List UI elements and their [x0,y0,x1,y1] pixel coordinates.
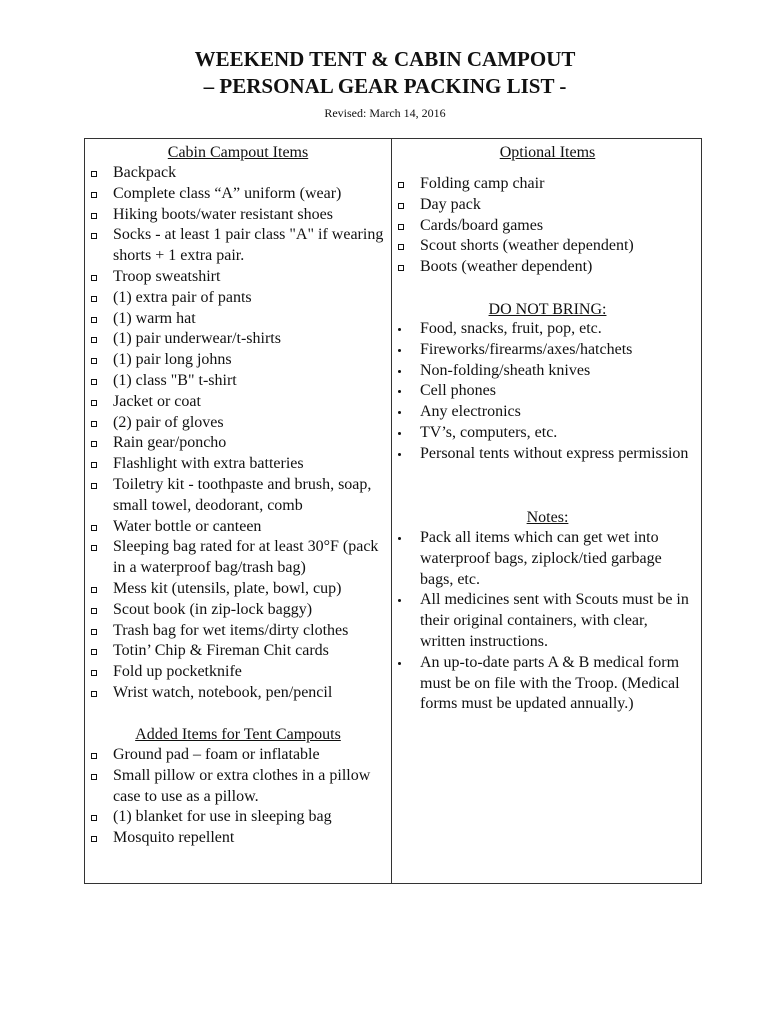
list-item-text: (1) pair long johns [113,351,232,369]
optional-item [392,195,703,216]
checkbox-icon [91,317,97,323]
optional-items-list [392,174,703,278]
cabin-item [85,641,391,662]
cabin-item [85,683,391,704]
checkbox-icon [91,171,97,177]
list-item-text: All medicines sent with Scouts must be in their original containers, with clear, written instructions. [420,591,689,650]
cabin-item [85,413,391,434]
list-item-text: Water bottle or canteen [113,517,262,535]
checkbox-icon [398,224,404,230]
notes-list [392,528,703,715]
checkbox-icon [91,233,97,239]
checkbox-icon [91,670,97,676]
cabin-item [85,454,391,475]
list-item-text: Mess kit (utensils, plate, bowl, cup) [113,579,342,597]
tent-item [85,745,391,766]
list-item-text: (1) class "B" t-shirt [113,371,237,389]
do-not-bring-heading: DO NOT BRING: [488,301,607,318]
do-not-bring-item [392,319,703,340]
revised-date: Revised: March 14, 2016 [324,106,446,120]
bullet-icon [398,328,401,331]
checkbox-icon [91,421,97,427]
tent-item [85,807,391,828]
checkbox-icon [91,462,97,468]
checkbox-icon [91,379,97,385]
list-item-text: Wrist watch, notebook, pen/pencil [113,683,333,701]
list-item-text: Totin’ Chip & Fireman Chit cards [113,642,329,660]
list-item-text: Hiking boots/water resistant shoes [113,205,333,223]
cabin-item [85,288,391,309]
checkbox-icon [398,182,404,188]
cabin-items-heading: Cabin Campout Items [167,144,309,161]
list-item-text: Troop sweatshirt [113,267,221,285]
tent-items-list [85,745,391,849]
bullet-icon [398,662,401,665]
optional-item [392,174,703,195]
checkbox-icon [91,608,97,614]
checkbox-icon [398,203,404,209]
cabin-item [85,350,391,371]
checkbox-icon [398,265,404,271]
list-item-text: Boots (weather dependent) [420,258,593,276]
list-item-text: Rain gear/poncho [113,434,227,452]
cabin-item [85,329,391,350]
cabin-item [85,433,391,454]
bullet-icon [398,390,401,393]
bullet-icon [398,349,401,352]
list-item-text: Non-folding/sheath knives [420,361,591,379]
cabin-item [85,475,391,517]
list-item-text: (2) pair of gloves [113,413,224,431]
list-item-text: (1) extra pair of pants [113,288,252,306]
list-item-text: Flashlight with extra batteries [113,455,304,473]
checkbox-icon [91,192,97,198]
list-item-text: (1) warm hat [113,309,196,327]
bullet-icon [398,370,401,373]
tent-items-heading: Added Items for Tent Campouts [135,726,341,743]
checkbox-icon [91,691,97,697]
optional-item [392,236,703,257]
title-line-2: – PERSONAL GEAR PACKING LIST - [203,74,567,98]
checkbox-icon [91,649,97,655]
checkbox-icon [91,441,97,447]
note-item [392,653,703,715]
list-item-text: Folding camp chair [420,175,545,192]
list-item-text: Scout book (in zip-lock baggy) [113,600,313,618]
list-item-text: Fireworks/firearms/axes/hatchets [420,340,633,358]
checkbox-icon [91,753,97,759]
notes-heading: Notes: [526,509,569,526]
bullet-icon [398,537,401,540]
list-item-text: Pack all items which can get wet into waterproof bags, ziplock/tied garbage bags, etc. [420,529,662,588]
cabin-item [85,517,391,538]
list-item-text: Fold up pocketknife [113,663,242,681]
list-item-text: TV’s, computers, etc. [420,423,558,441]
checkbox-icon [91,525,97,531]
title-line-1: WEEKEND TENT & CABIN CAMPOUT [194,47,576,71]
checkbox-icon [91,629,97,635]
cabin-item [85,621,391,642]
list-item-text: (1) blanket for use in sleeping bag [113,808,332,826]
cabin-item [85,267,391,288]
list-item-text: Any electronics [420,403,521,421]
cabin-item [85,371,391,392]
list-item-text: Sleeping bag rated for at least 30°F (pack in a waterproof bag/trash bag) [113,538,379,577]
cabin-item [85,225,391,267]
note-item [392,528,703,590]
cabin-item [85,600,391,621]
cabin-item [85,184,391,205]
do-not-bring-list [392,319,703,465]
list-item-text: Backpack [113,164,177,181]
list-item-text: Toiletry kit - toothpaste and brush, soap, small towel, deodorant, comb [113,475,372,514]
do-not-bring-item [392,423,703,444]
list-item-text: Scout shorts (weather dependent) [420,237,634,255]
do-not-bring-item [392,381,703,402]
note-item [392,590,703,652]
list-item-text: An up-to-date parts A & B medical form must be on file with the Troop. (Medical forms must be updated annually.) [420,653,680,713]
list-item-text: Trash bag for wet items/dirty clothes [113,621,349,639]
list-item-text: Ground pad – foam or inflatable [113,746,320,763]
list-item-text: Food, snacks, fruit, pop, etc. [420,320,602,337]
list-item-text: Day pack [420,195,481,213]
list-item-text: (1) pair underwear/t-shirts [113,330,281,348]
cabin-item [85,392,391,413]
list-item-text: Cell phones [420,382,496,400]
document-title [0,46,770,100]
tent-item [85,766,391,808]
checkbox-icon [91,774,97,780]
checkbox-icon [91,483,97,489]
checkbox-icon [91,400,97,406]
checkbox-icon [91,587,97,593]
cabin-item [85,205,391,226]
checkbox-icon [91,815,97,821]
list-item-text: Jacket or coat [113,392,201,410]
optional-items-heading: Optional Items [499,144,596,161]
cabin-items-list [85,163,391,704]
bullet-icon [398,453,401,456]
checkbox-icon [398,244,404,250]
do-not-bring-item [392,444,703,465]
bullet-icon [398,599,401,602]
optional-item [392,216,703,237]
list-item-text: Cards/board games [420,216,544,234]
do-not-bring-item [392,340,703,361]
packing-list-table [84,138,702,884]
checkbox-icon [91,358,97,364]
bullet-icon [398,411,401,414]
optional-item [392,257,703,278]
list-item-text: Personal tents without express permission [420,444,689,462]
list-item-text: Socks - at least 1 pair class "A" if wearing shorts + 1 extra pair. [113,226,384,265]
cabin-item [85,579,391,600]
list-item-text: Mosquito repellent [113,829,235,847]
checkbox-icon [91,836,97,842]
cabin-item [85,163,391,184]
checkbox-icon [91,213,97,219]
checkbox-icon [91,337,97,343]
bullet-icon [398,432,401,435]
cabin-item [85,537,391,579]
list-item-text: Complete class “A” uniform (wear) [113,184,342,202]
cabin-item [85,662,391,683]
checkbox-icon [91,545,97,551]
do-not-bring-item [392,402,703,423]
list-item-text: Small pillow or extra clothes in a pillow case to use as a pillow. [113,766,371,805]
cabin-item [85,309,391,330]
checkbox-icon [91,275,97,281]
do-not-bring-item [392,361,703,382]
tent-item [85,828,391,849]
checkbox-icon [91,296,97,302]
